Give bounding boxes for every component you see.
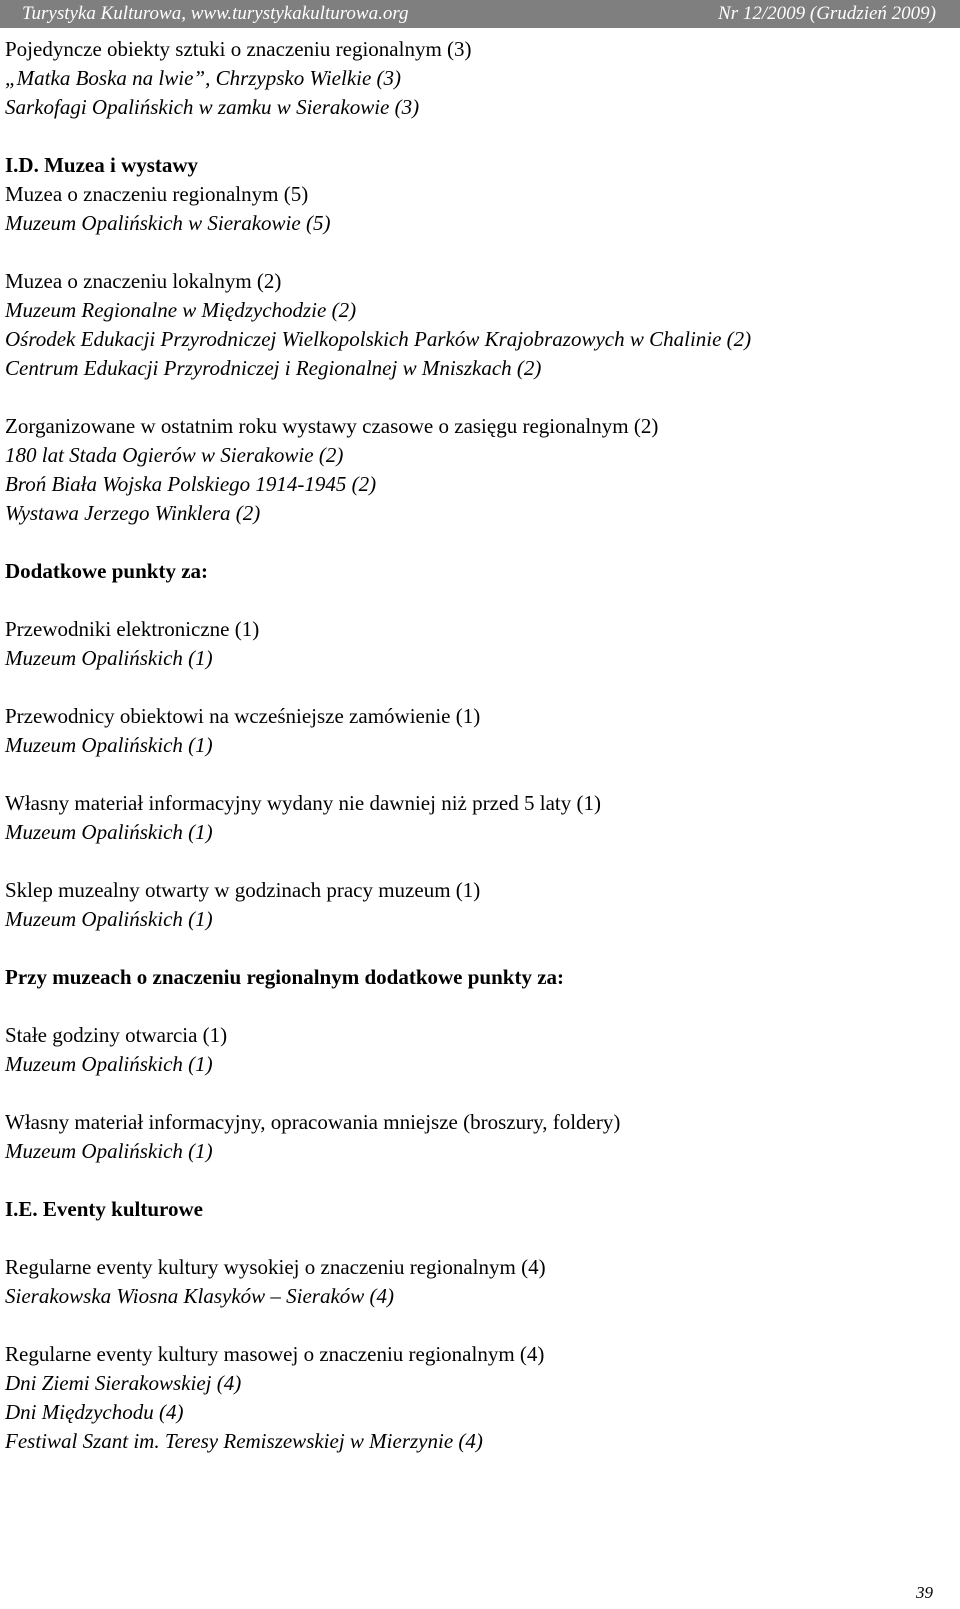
item-entry: Dni Ziemi Sierakowskiej (4) (5, 1371, 242, 1395)
header-issue-number: Nr 12/2009 (Grudzień 2009) (718, 3, 936, 24)
blank-line (5, 1224, 950, 1253)
item-entry: Muzeum Opalińskich (1) (5, 1052, 213, 1076)
blank-line (5, 383, 950, 412)
item-entry: Muzeum Regionalne w Międzychodzie (2) (5, 298, 357, 322)
category-line: Przewodniki elektroniczne (1) (5, 617, 260, 641)
blank-line (5, 992, 950, 1021)
blank-line (5, 847, 950, 876)
header-site-title: Turystyka Kulturowa, www.turystykakulturowa.org (22, 3, 409, 24)
section-heading: I.E. Eventy kulturowe (5, 1197, 203, 1221)
item-entry: Muzeum Opalińskich (1) (5, 1139, 213, 1163)
item-entry: Wystawa Jerzego Winklera (2) (5, 501, 261, 525)
item-entry: Sierakowska Wiosna Klasyków – Sieraków (4) (5, 1284, 395, 1308)
category-line: Zorganizowane w ostatnim roku wystawy czasowe o zasięgu regionalnym (2) (5, 414, 659, 438)
item-entry: 180 lat Stada Ogierów w Sierakowie (2) (5, 443, 344, 467)
category-line: Własny materiał informacyjny, opracowania mniejsze (broszury, foldery) (5, 1110, 621, 1134)
blank-line (5, 238, 950, 267)
section-heading: I.D. Muzea i wystawy (5, 153, 199, 177)
item-entry: Festiwal Szant im. Teresy Remiszewskiej w Mierzynie (4) (5, 1429, 483, 1453)
item-entry: Centrum Edukacji Przyrodniczej i Regionalnej w Mniszkach (2) (5, 356, 542, 380)
category-line: Własny materiał informacyjny wydany nie dawniej niż przed 5 laty (1) (5, 791, 601, 815)
document-body (5, 35, 950, 1456)
item-entry: Muzeum Opalińskich (1) (5, 820, 213, 844)
blank-line (5, 122, 950, 151)
blank-line (5, 934, 950, 963)
category-line: Muzea o znaczeniu regionalnym (5) (5, 182, 309, 206)
category-line: Pojedyncze obiekty sztuki o znaczeniu regionalnym (3) (5, 37, 472, 61)
blank-line (5, 1311, 950, 1340)
item-entry: Dni Międzychodu (4) (5, 1400, 184, 1424)
blank-line (5, 1166, 950, 1195)
item-entry: Muzeum Opalińskich w Sierakowie (5) (5, 211, 331, 235)
item-entry: Muzeum Opalińskich (1) (5, 646, 213, 670)
category-line: Przewodnicy obiektowi na wcześniejsze zamówienie (1) (5, 704, 481, 728)
item-entry: Muzeum Opalińskich (1) (5, 907, 213, 931)
category-line: Sklep muzealny otwarty w godzinach pracy muzeum (1) (5, 878, 481, 902)
blank-line (5, 586, 950, 615)
blank-line (5, 760, 950, 789)
blank-line (5, 1079, 950, 1108)
blank-line (5, 528, 950, 557)
item-entry: Sarkofagi Opalińskich w zamku w Sierakowie (3) (5, 95, 420, 119)
item-entry: Broń Biała Wojska Polskiego 1914-1945 (2) (5, 472, 377, 496)
item-entry: „Matka Boska na lwie”, Chrzypsko Wielkie (3) (5, 66, 402, 90)
category-line: Regularne eventy kultury wysokiej o znaczeniu regionalnym (4) (5, 1255, 546, 1279)
item-entry: Muzeum Opalińskich (1) (5, 733, 213, 757)
category-line: Muzea o znaczeniu lokalnym (2) (5, 269, 282, 293)
section-heading: Dodatkowe punkty za: (5, 559, 209, 583)
page-number: 39 (916, 1583, 933, 1602)
section-heading: Przy muzeach o znaczeniu regionalnym dodatkowe punkty za: (5, 965, 565, 989)
item-entry: Ośrodek Edukacji Przyrodniczej Wielkopolskich Parków Krajobrazowych w Chalinie (2) (5, 327, 752, 351)
page-header (0, 0, 960, 28)
category-line: Regularne eventy kultury masowej o znaczeniu regionalnym (4) (5, 1342, 545, 1366)
blank-line (5, 673, 950, 702)
category-line: Stałe godziny otwarcia (1) (5, 1023, 228, 1047)
